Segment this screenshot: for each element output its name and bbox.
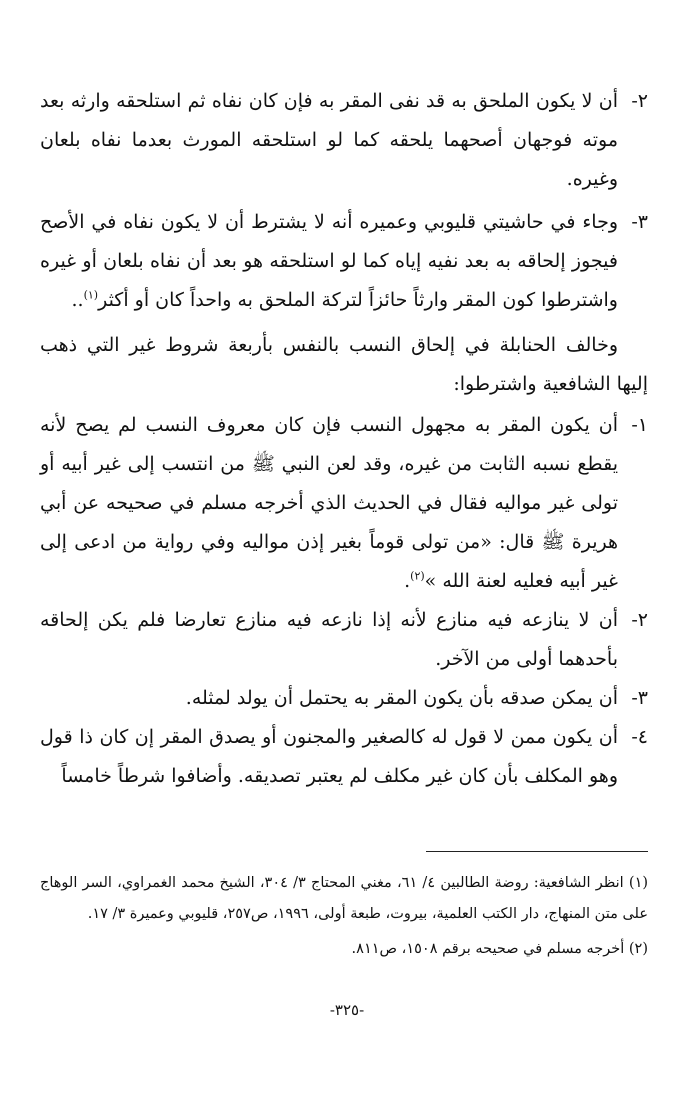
condition-item (40, 203, 648, 320)
footnote-marker: (١) (83, 288, 99, 302)
main-text (40, 82, 648, 796)
condition-item (40, 601, 648, 679)
item-text: وجاء في حاشيتي قليوبي وعميره أنه لا يشترط أن لا يكون نفاه في الأصح فيجوز إلحاقه به بعد نفيه إياه كما لو استلحقه هو بعد أن نفاه بلعان أو غيره واشترطوا كون المقر وارثاً حائزاً لتركة الملحق به واحداً كان أو أكثر (40, 211, 618, 311)
body-paragraph: وخالف الحنابلة في إلحاق النسب بالنفس بأربعة شروط غير التي ذهب إليها الشافعية واشترطوا: (40, 334, 648, 395)
item-text: أن لا يكون الملحق به قد نفى المقر به فإن كان نفاه ثم استلحقه وارثه بعد موته فوجهان أصحهما يلحقه كما لو استلحقه المورث بعدما نفاه بلعان وغيره. (40, 90, 618, 190)
item-text-end: .. (71, 289, 84, 311)
condition-item (40, 718, 648, 796)
item-number: ٤- (631, 726, 648, 748)
footnote-2: (٢) أخرجه مسلم في صحيحه برقم ١٥٠٨، ص٨١١. (351, 941, 648, 957)
footnote-marker: (٢) (410, 569, 425, 583)
condition-item (40, 679, 648, 718)
item-number: ٣- (631, 211, 648, 233)
condition-item (40, 406, 648, 601)
item-number: ٣- (631, 687, 648, 709)
item-text-end: . (404, 570, 411, 592)
item-text: أن لا ينازعه فيه منازع لأنه إذا نازعه فيه منازع تعارضا فلم يكن إلحاقه بأحدهما أولى من الآخر. (40, 609, 618, 670)
page-number: -٣٢٥- (329, 1001, 365, 1019)
footnote-separator (426, 851, 648, 852)
item-text: أن يكون المقر به مجهول النسب فإن كان معروف النسب لم يصح لأنه يقطع نسبه الثابت من غيره، وقد لعن النبي ﷺ من انتسب إلى غير أبيه أو تولى غير مواليه فقال في الحديث الذي أخرجه مسلم في صحيحه عن أبي هريرة ﷺ قال: «من تولى قوماً بغير إذن مواليه وفي رواية من ادعى إلى غير أبيه فعليه لعنة الله » (40, 414, 618, 592)
item-number: ٢- (631, 90, 648, 112)
condition-item (40, 82, 648, 199)
item-number: ١- (631, 414, 648, 436)
item-text: أن يكون ممن لا قول له كالصغير والمجنون أو يصدق المقر إن كان ذا قول وهو المكلف بأن كان غير مكلف لم يعتبر تصديقه. وأضافوا شرطاً خامساً (40, 726, 618, 787)
item-number: ٢- (631, 609, 648, 631)
footnotes (40, 868, 648, 969)
item-text: أن يمكن صدقه بأن يكون المقر به يحتمل أن يولد لمثله. (185, 687, 618, 709)
footnote-1: (١) انظر الشافعية: روضة الطالبين ٤/ ٦١، مغني المحتاج ٣/ ٣٠٤، الشيخ محمد الغمراوي، السر الوهاج على متن المنهاج، دار الكتب العلمية، بيروت، طبعة أولى، ١٩٩٦، ص٢٥٧، قليوبي وعميرة ٣/ ١٧. (40, 875, 649, 922)
